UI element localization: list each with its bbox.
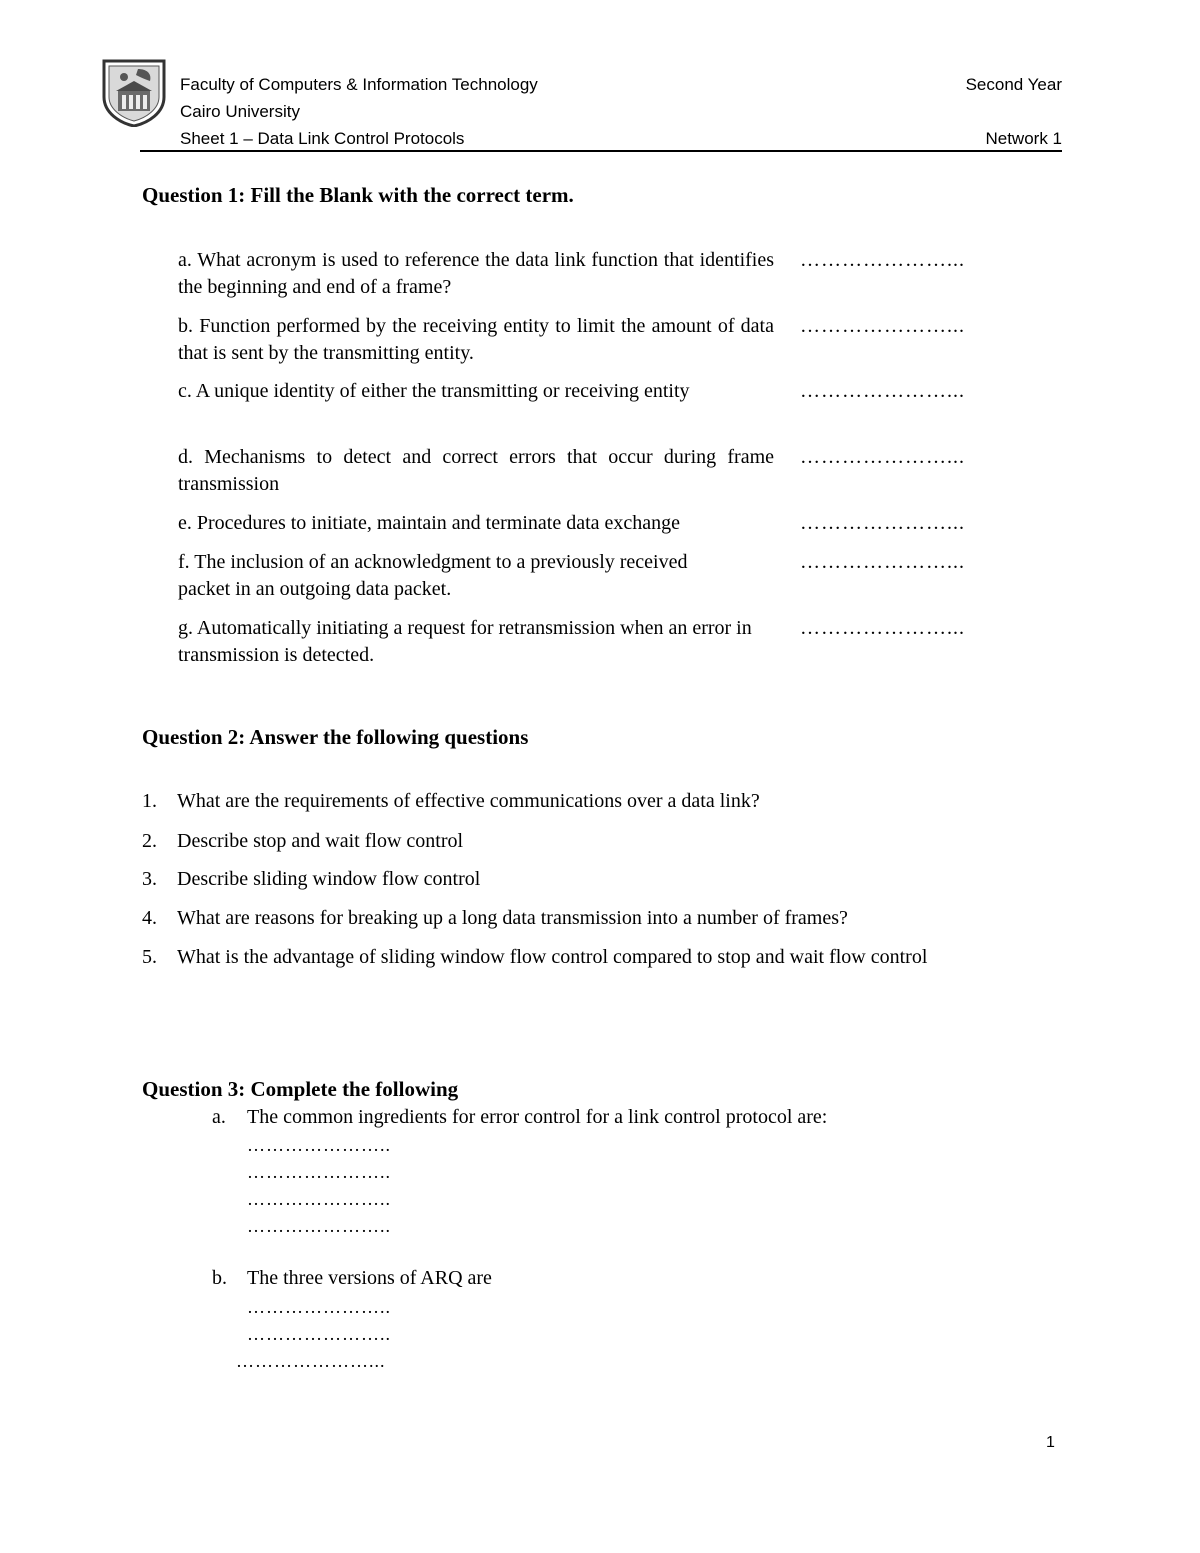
page-number: 1 xyxy=(1046,1434,1055,1451)
fill-item-text: d. Mechanisms to detect and correct errors that occur during frame transmission xyxy=(178,446,774,495)
list-item xyxy=(142,866,1060,893)
header-spacer xyxy=(966,98,1062,125)
list-item-text: Describe stop and wait flow control xyxy=(177,830,464,852)
question-2-title: Question 2: Answer the following questions xyxy=(142,725,529,749)
year-label: Second Year xyxy=(965,75,1062,94)
fill-item xyxy=(178,378,998,405)
list-item xyxy=(142,788,1060,815)
fill-item-text: g. Automatically initiating a request for retransmission when an error in transmission is detected. xyxy=(178,617,752,666)
list-item-text: What is the advantage of sliding window flow control compared to stop and wait flow control xyxy=(177,946,928,968)
fill-item-text: f. The inclusion of an acknowledgment to a previously received packet in an outgoing data packet. xyxy=(178,551,688,600)
question-3-title: Question 3: Complete the following xyxy=(142,1077,459,1101)
fill-item xyxy=(178,510,998,537)
complete-item-a xyxy=(212,1104,827,1131)
fill-item xyxy=(178,549,998,603)
fill-item-blank[interactable]: …………………... xyxy=(800,617,965,639)
course-name: Network 1 xyxy=(985,129,1062,148)
complete-item-letter: a. xyxy=(212,1106,226,1128)
fill-item-blank[interactable]: …………………... xyxy=(800,551,965,573)
fill-item-blank[interactable]: …………………... xyxy=(800,249,965,271)
list-item xyxy=(142,944,1060,971)
question-1-title: Question 1: Fill the Blank with the correct term. xyxy=(142,183,574,207)
header-left xyxy=(180,71,538,152)
list-item-number: 2. xyxy=(142,830,157,852)
answer-blank[interactable]: ………………….. xyxy=(247,1297,391,1317)
fill-item xyxy=(178,444,998,498)
answer-blank[interactable]: ………………….. xyxy=(247,1162,391,1182)
fill-item-text: c. A unique identity of either the transmitting or receiving entity xyxy=(178,380,690,402)
list-item-text: What are the requirements of effective communications over a data link? xyxy=(177,790,760,812)
fill-item xyxy=(178,615,998,669)
fill-item-blank[interactable]: …………………... xyxy=(800,315,965,337)
list-item-number: 5. xyxy=(142,946,157,968)
fill-item-blank[interactable]: …………………... xyxy=(800,380,965,402)
header-rule xyxy=(140,150,1062,152)
faculty-name: Faculty of Computers & Information Technology xyxy=(180,75,538,94)
answer-blank[interactable]: ………………….. xyxy=(247,1189,391,1209)
page-header xyxy=(100,57,1062,153)
answer-blank[interactable]: ………………….. xyxy=(247,1216,391,1236)
university-crest-icon xyxy=(100,57,168,127)
list-item-number: 4. xyxy=(142,907,157,929)
complete-item-b xyxy=(212,1265,492,1292)
fill-item-text: a. What acronym is used to reference the data link function that identifies the beginning and end of a frame? xyxy=(178,249,774,298)
list-item xyxy=(142,828,1060,855)
header-right xyxy=(966,71,1062,152)
answer-blank[interactable]: ………………….. xyxy=(247,1324,391,1344)
list-item-text: What are reasons for breaking up a long data transmission into a number of frames? xyxy=(177,907,848,929)
fill-item-text: e. Procedures to initiate, maintain and terminate data exchange xyxy=(178,512,681,534)
answer-blank[interactable]: ………………….. xyxy=(247,1135,391,1155)
fill-item-blank[interactable]: …………………... xyxy=(800,446,965,468)
complete-item-letter: b. xyxy=(212,1267,227,1289)
answer-blank[interactable]: …………………... xyxy=(236,1351,386,1371)
complete-item-text: The common ingredients for error control for a link control protocol are: xyxy=(247,1106,828,1128)
list-item-number: 1. xyxy=(142,790,157,812)
list-item xyxy=(142,905,1060,932)
university-name: Cairo University xyxy=(180,102,300,121)
list-item-number: 3. xyxy=(142,868,157,890)
sheet-title: Sheet 1 – Data Link Control Protocols xyxy=(180,129,465,148)
fill-item xyxy=(178,313,998,367)
list-item-text: Describe sliding window flow control xyxy=(177,868,481,890)
fill-item xyxy=(178,247,998,301)
complete-item-text: The three versions of ARQ are xyxy=(247,1267,492,1289)
fill-item-blank[interactable]: …………………... xyxy=(800,512,965,534)
fill-item-text: b. Function performed by the receiving entity to limit the amount of data that is sent by the transmitting entity. xyxy=(178,315,774,364)
